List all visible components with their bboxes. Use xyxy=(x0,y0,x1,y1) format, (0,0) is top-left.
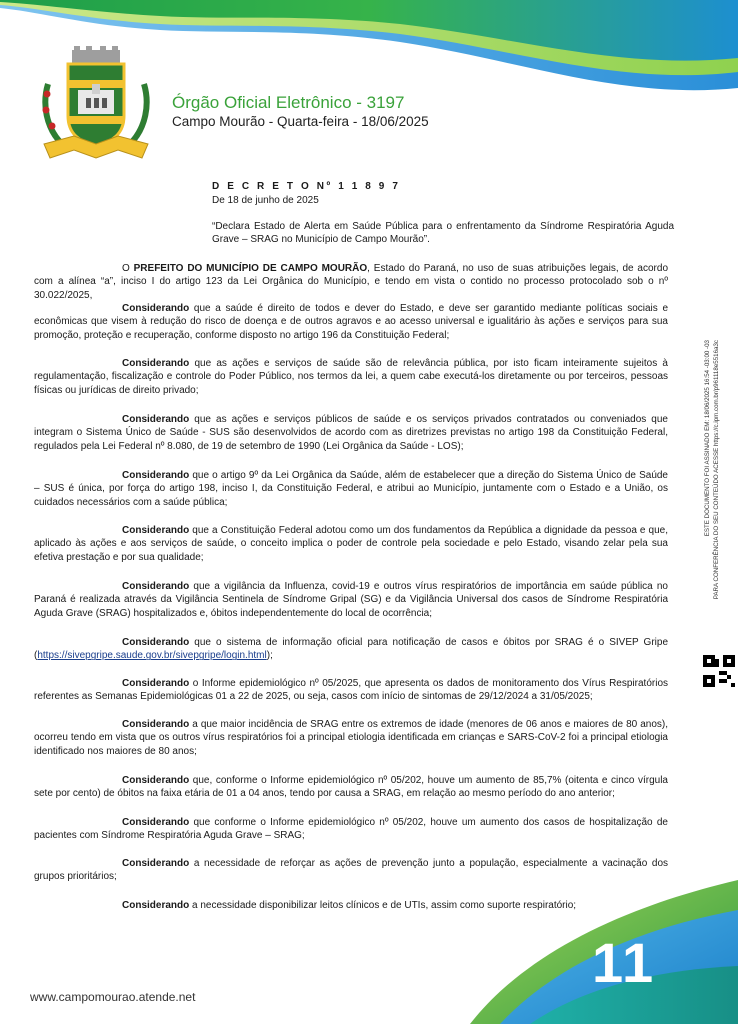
considerando-7: Considerando que o sistema de informação oficial para notificação de casos e óbitos por SRAG é o SIVEP Gripe (https://sivepgripe.saude.gov.br/sivepgripe/login.html); xyxy=(34,637,668,662)
considerando-13: Considerando a necessidade disponibilizar leitos clínicos e de UTIs, assim como suporte respiratório; xyxy=(122,900,577,911)
sivep-gripe-link[interactable]: https://sivepgripe.saude.gov.br/sivepgripe/login.html xyxy=(37,650,267,662)
considerando-11: Considerando que conforme o Informe epidemiológico nº 05/202, houve um aumento dos casos de hospitalização de pacientes com Síndrome Respiratória Aguda Grave – SRAG; xyxy=(34,817,668,842)
considerando-1: Considerando que a saúde é direito de todos e dever do Estado, e deve ser garantido mediante políticas sociais e econômicas que visem à redução do risco de doença e de outros agravos e ao acesso universal e igualitário às ações e serviços para sua promoção, proteção e recuperação, conforme disposto no artigo 196 da Constituição Federal; xyxy=(34,303,668,341)
considerando-2: Considerando que as ações e serviços de saúde são de relevância pública, por isto ficam inteiramente sujeitos à regulamentação, fiscalização e controle do Poder Público, nos termos da lei, a quem cabe executá-los diretamente ou por terceiros, pessoas físicas ou jurídicas de direito privado; xyxy=(34,358,668,396)
considerando-6: Considerando que a vigilância da Influenza, covid-19 e outros vírus respiratórios de importância em saúde pública no Paraná é realizada através da Vigilância Sentinela de Síndrome Gripal (SG) e da Vigilância Universal dos casos de Síndrome Respiratória Aguda Grave (SRAG) hospitalizados e, óbitos independentemente do local de ocorrência; xyxy=(34,581,668,619)
footer-website-link[interactable]: www.campomourao.atende.net xyxy=(30,990,196,1004)
decree-body xyxy=(34,262,668,302)
considerando-12: Considerando a necessidade de reforçar as ações de prevenção junto a população, especialmente a vacinação dos grupos prioritários; xyxy=(34,858,668,883)
intro-paragraph: O PREFEITO DO MUNICÍPIO DE CAMPO MOURÃO, Estado do Paraná, no uso de suas atribuições legais, de acordo com a alínea “a”, inciso I do artigo 123 da Lei Orgânica do Município, e tendo em vista o contido no processo protocolado sob o nº 30.022/2025, xyxy=(34,263,669,301)
publication-date: Campo Mourão - Quarta-feira - 18/06/2025 xyxy=(172,114,429,129)
decree-date: De 18 de junho de 2025 xyxy=(212,195,319,206)
signature-stamp xyxy=(696,340,728,660)
signature-line-1: ESTE DOCUMENTO FOI ASSINADO EM: 18/06/2025 16:54 -03:00 -03 xyxy=(704,340,711,537)
signature-line-2: PARA CONFERÊNCIA DO SEU CONTEÚDO ACESSE https://c.ipm.com.br/p961118e5516a3c xyxy=(713,340,720,600)
considerando-9: Considerando a que maior incidência de SRAG entre os extremos de idade (menores de 06 anos e maiores de 80 anos), ocorreu tendo em vista que os outros vírus respiratórios foi a principal etiologia identificada em crianças e SARS-CoV-2 foi a principal etiologia identificado nos maiores de 80 anos; xyxy=(34,719,668,757)
verification-qr-code[interactable] xyxy=(703,655,735,687)
decree-number: D E C R E T O Nº 1 1 8 9 7 xyxy=(212,181,401,192)
considerando-10: Considerando que, conforme o Informe epidemiológico nº 05/202, houve um aumento de 85,7% (oitenta e cinco vírgula sete por cento) de óbitos na faixa etária de 01 a 04 anos, tendo por causa a SRAG, em relação ao mesmo período do ano anterior; xyxy=(34,775,668,800)
mayor-title: PREFEITO DO MUNICÍPIO DE CAMPO MOURÃO xyxy=(133,263,368,274)
considerando-5: Considerando que a Constituição Federal adotou como um dos fundamentos da República a dignidade da pessoa e que, aplicado às ações e aos serviços de saúde, o conceito implica o poder de controle pela sociedade e pelo Estado, visando zelar pela sua efetiva prestação e por sua qualidade; xyxy=(34,525,668,563)
considerando-3: Considerando que as ações e serviços públicos de saúde e os serviços privados contratados ou conveniados que integram o Sistema Único de Saúde - SUS são desenvolvidos de acordo com as diretrizes previstas no artigo 198 da Constituição Federal, regulados pela Lei Federal nº 8.080, de 19 de setembro de 1990 (Lei Orgânica da Saúde - LOS); xyxy=(34,414,668,452)
decree-summary: “Declara Estado de Alerta em Saúde Pública para o enfrentamento da Síndrome Respiratória Aguda Grave – SRAG no Município de Campo Mourão”. xyxy=(212,221,674,246)
page-number: 11 xyxy=(592,931,656,994)
publication-title: Órgão Oficial Eletrônico - 3197 xyxy=(172,93,405,112)
municipal-crest-logo xyxy=(34,44,158,168)
considerando-8: Considerando o Informe epidemiológico nº 05/2025, que apresenta os dados de monitoramento dos Vírus Respiratórios referentes as Semanas Epidemiológicas 01 a 22 de 2025, ou seja, casos com início de sintomas de 29/12/2024 a 31/05/2025; xyxy=(34,678,668,703)
considerando-4: Considerando que o artigo 9º da Lei Orgânica da Saúde, além de estabelecer que a direção do Sistema Único de Saúde – SUS é única, por força do artigo 198, inciso I, da Constituição Federal, e atribui ao Município, juntamente com o Estado e a União, os cuidados necessários com a saúde pública; xyxy=(34,470,668,508)
